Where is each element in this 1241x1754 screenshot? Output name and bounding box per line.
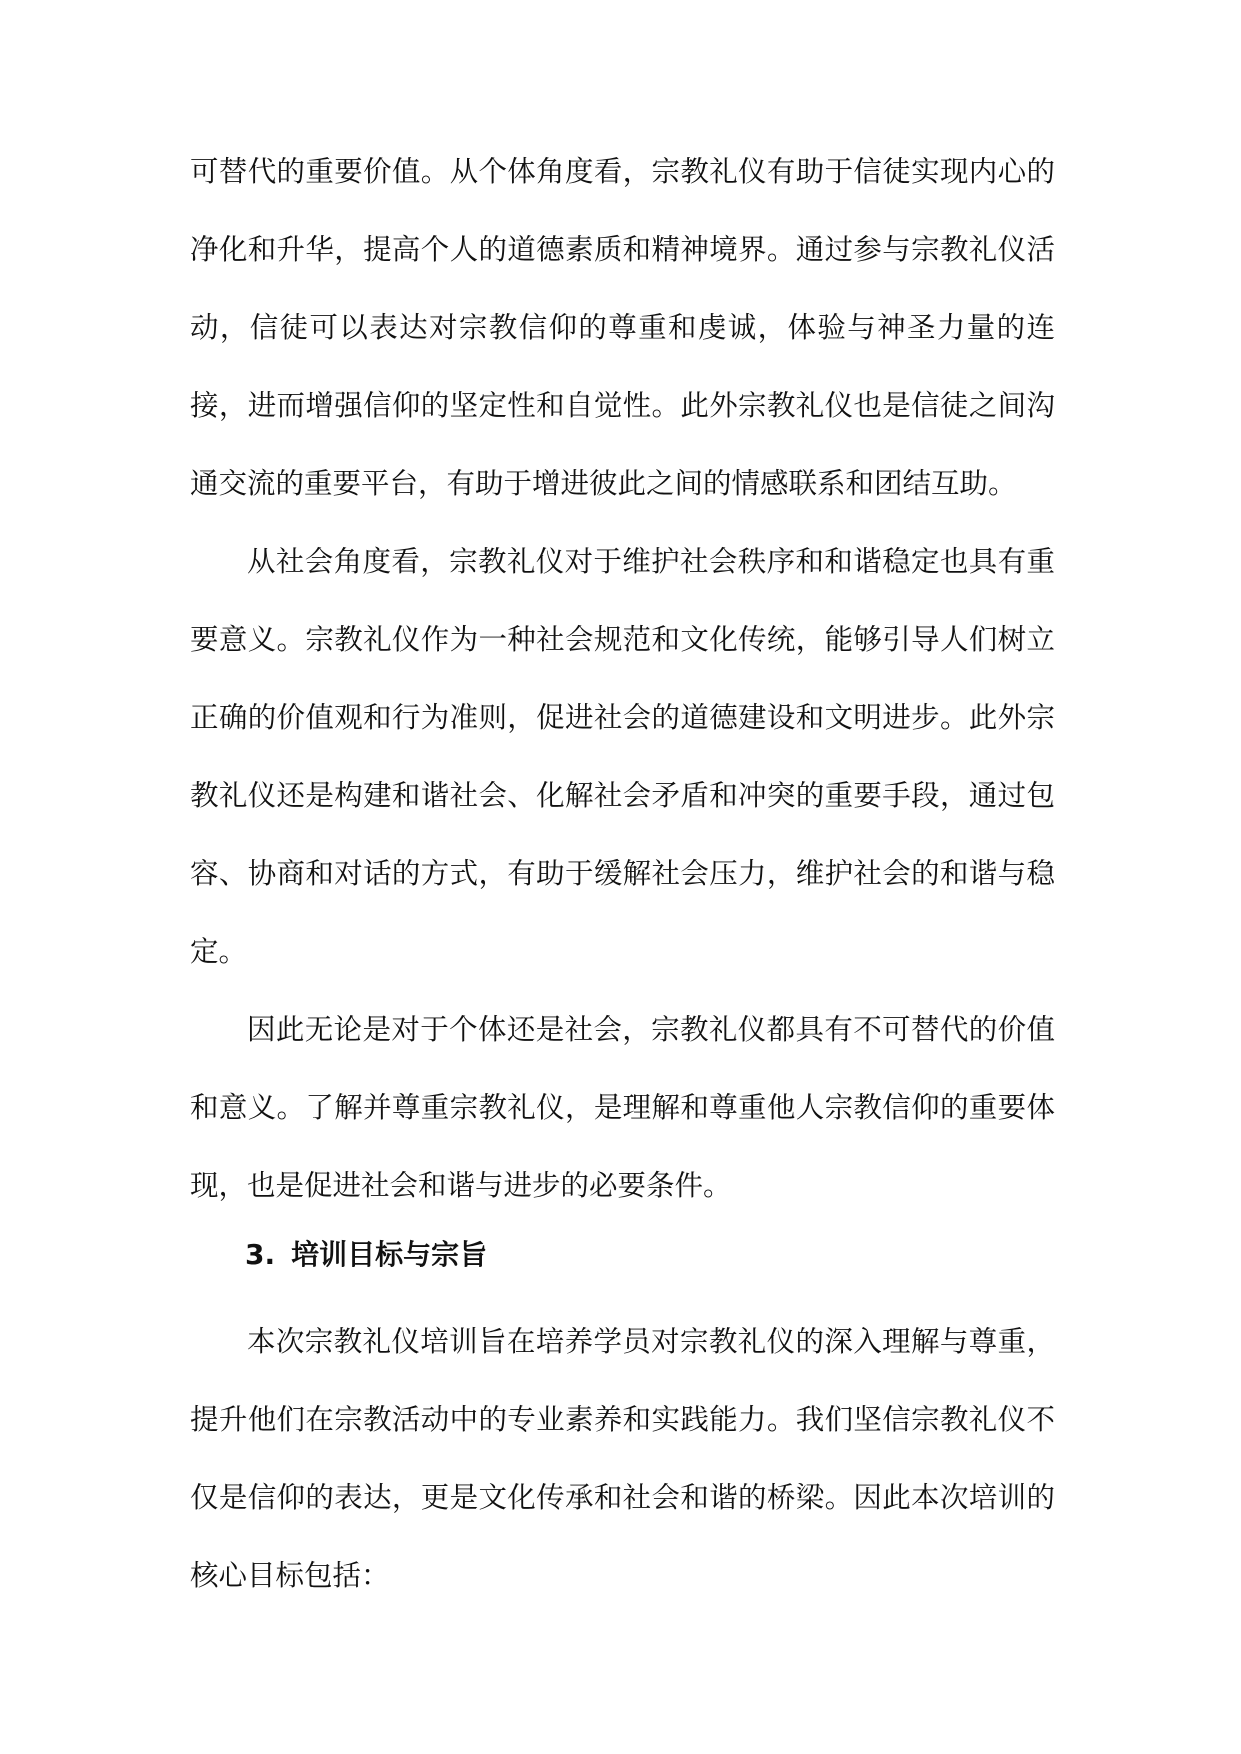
section-number: 3. [245,1238,276,1271]
paragraph: 可替代的重要价值。从个体角度看，宗教礼仪有助于信徒实现内心的净化和升华，提高个人的道德素质和精神境界。通过参与宗教礼仪活动，信徒可以表达对宗教信仰的尊重和虔诚，体验与神圣力量的连接，进而增强信仰的坚定性和自觉性。此外宗教礼仪也是信徒之间沟通交流的重要平台，有助于增进彼此之间的情感联系和团结互助。 [190,155,1055,500]
paragraph: 从社会角度看，宗教礼仪对于维护社会秩序和和谐稳定也具有重要意义。宗教礼仪作为一种社会规范和文化传统，能够引导人们树立正确的价值观和行为准则，促进社会的道德建设和文明进步。此外宗教礼仪还是构建和谐社会、化解社会矛盾和冲突的重要手段，通过包容、协商和对话的方式，有助于缓解社会压力，维护社会的和谐与稳定。 [190,545,1055,968]
section-heading [245,1225,487,1285]
paragraph: 因此无论是对于个体还是社会，宗教礼仪都具有不可替代的价值和意义。了解并尊重宗教礼仪，是理解和尊重他人宗教信仰的重要体现，也是促进社会和谐与进步的必要条件。 [190,1013,1055,1202]
paragraph: 本次宗教礼仪培训旨在培养学员对宗教礼仪的深入理解与尊重，提升他们在宗教活动中的专业素养和实践能力。我们坚信宗教礼仪不仅是信仰的表达，更是文化传承和社会和谐的桥梁。因此本次培训的核心目标包括： [190,1325,1055,1592]
section-title: 培训目标与宗旨 [291,1238,488,1271]
